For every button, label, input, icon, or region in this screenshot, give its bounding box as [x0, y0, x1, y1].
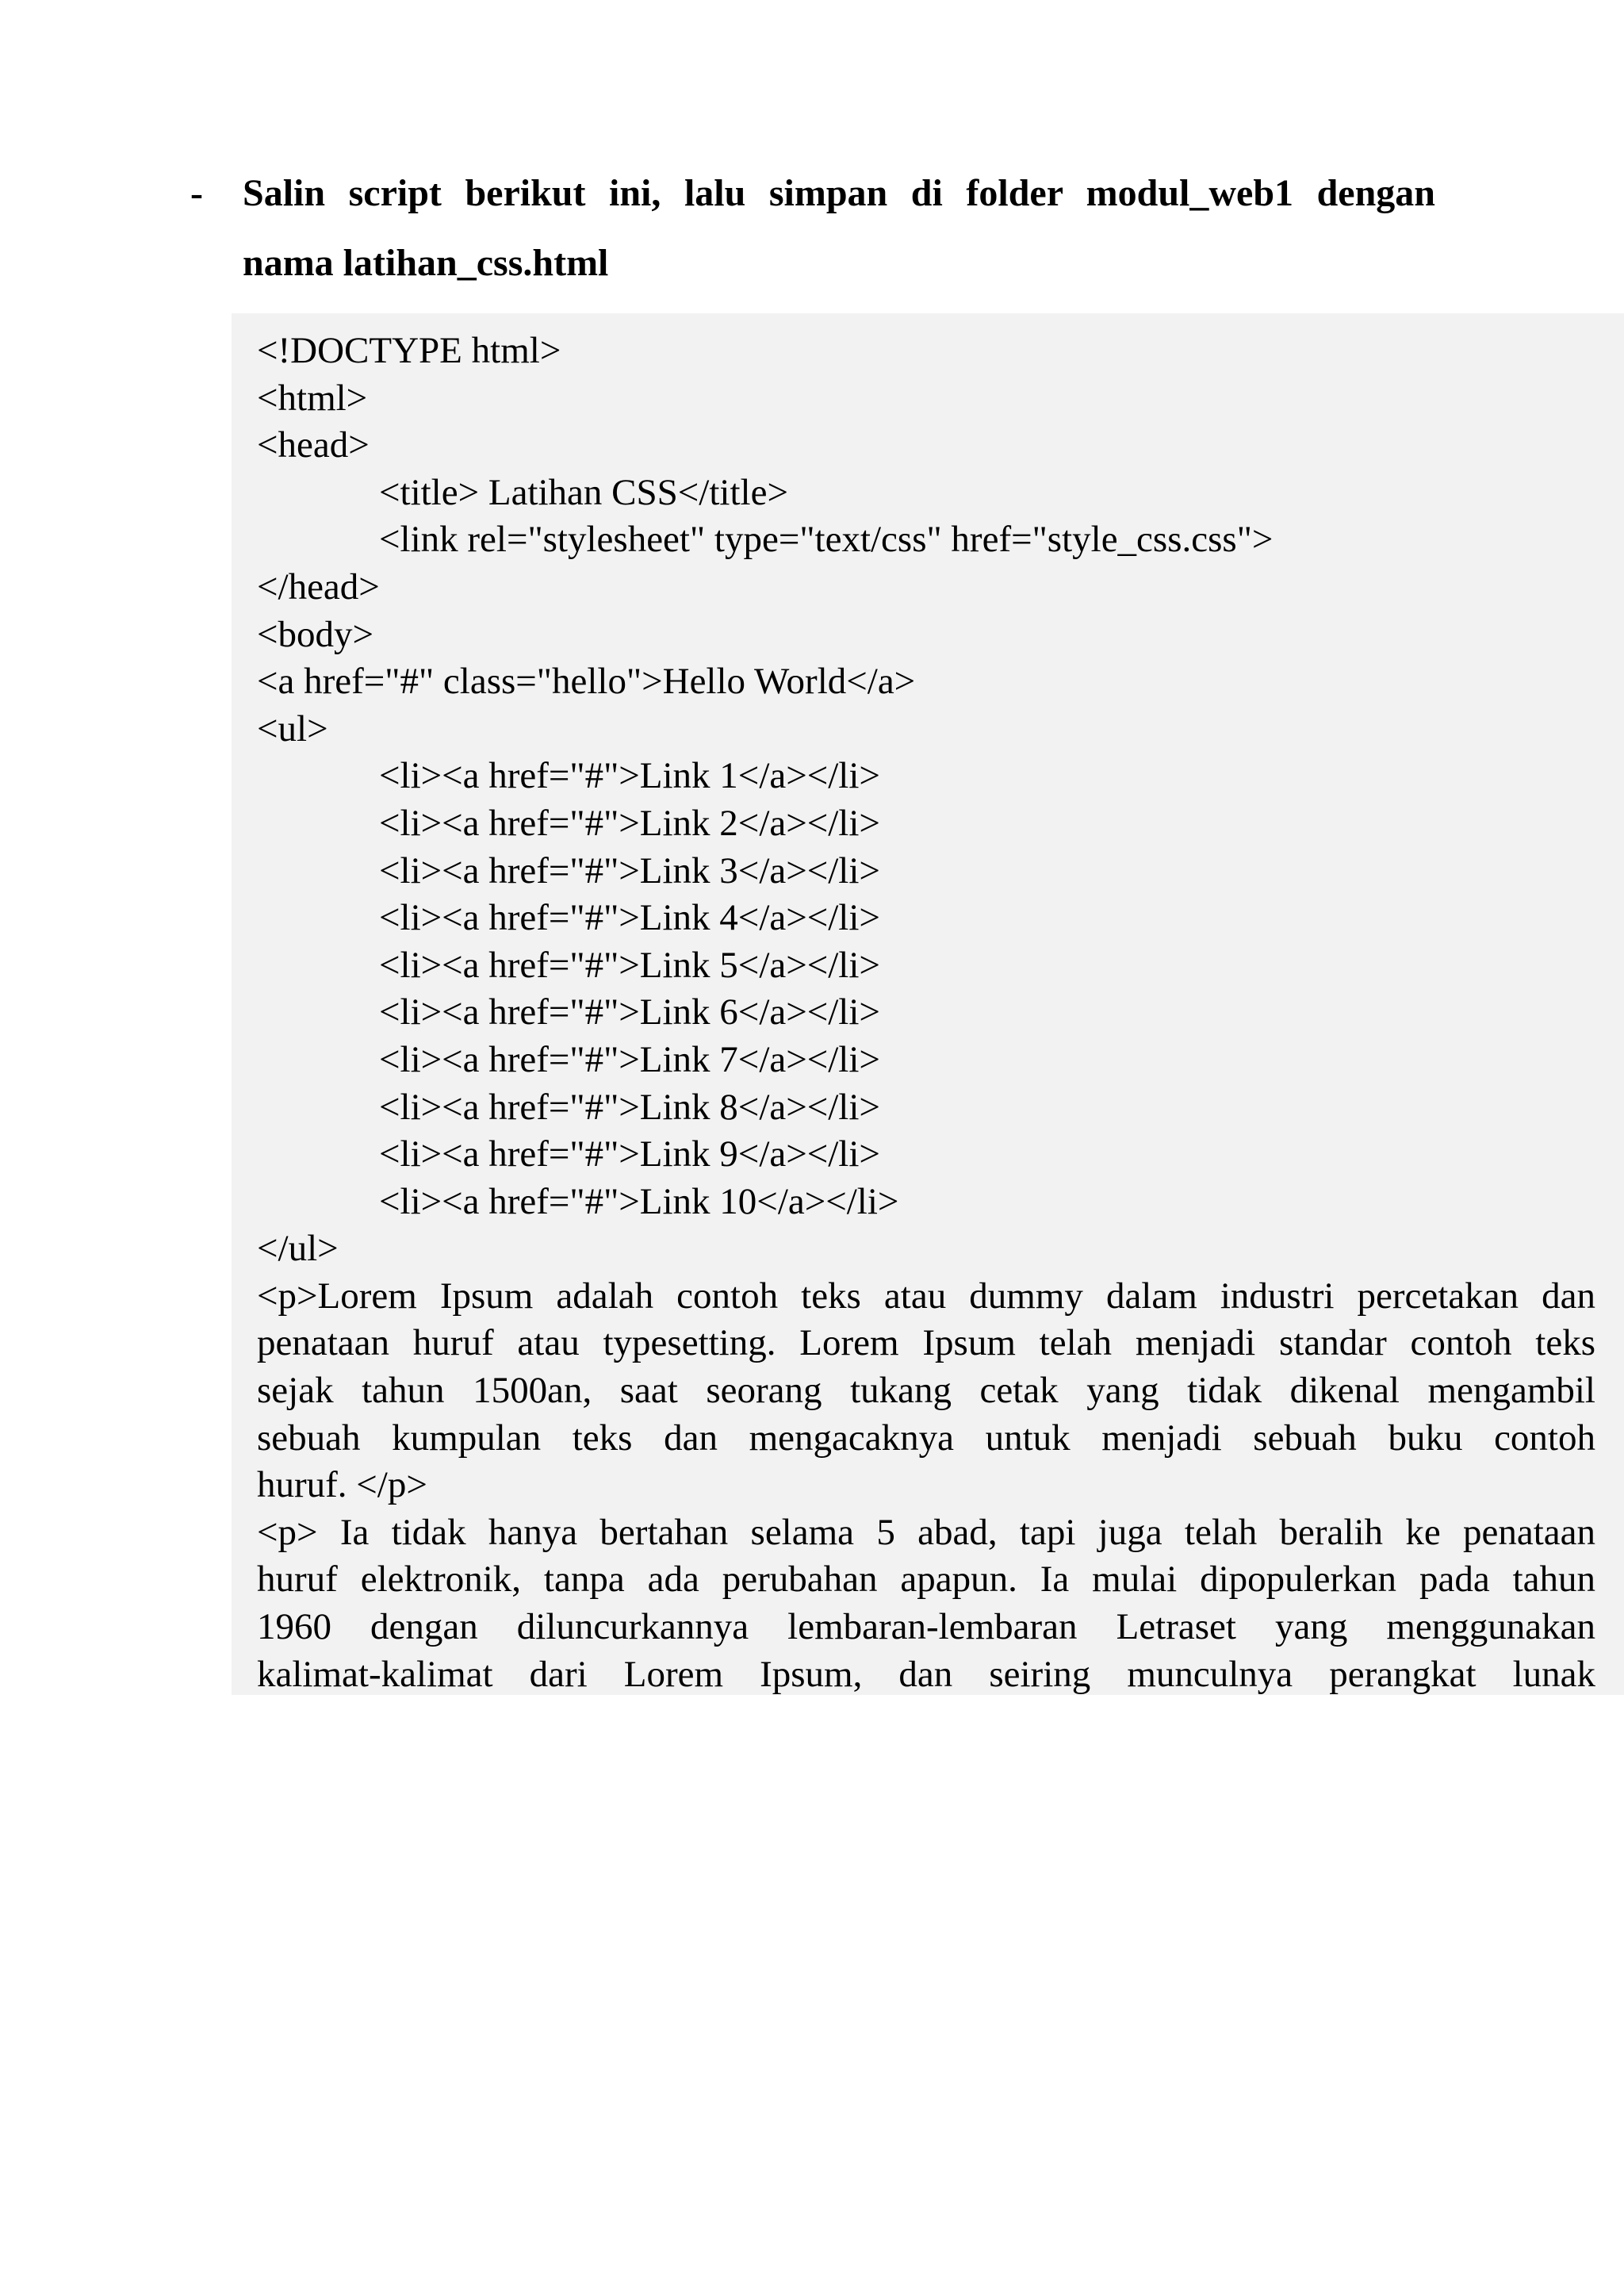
paragraph-1-line: <p>Lorem Ipsum adalah contoh teks atau dummy dalam industri percetakan dan	[257, 1275, 1595, 1317]
code-line: <li><a href="#">Link 1</a></li>	[379, 755, 880, 797]
code-line: <li><a href="#">Link 9</a></li>	[379, 1133, 880, 1175]
paragraph-2-line: kalimat-kalimat dari Lorem Ipsum, dan seiring munculnya perangkat lunak	[257, 1653, 1595, 1695]
code-listing	[257, 328, 1595, 1695]
bullet-dash: -	[190, 172, 203, 214]
code-line: <a href="#" class="hello">Hello World</a>	[257, 661, 916, 703]
instruction-text	[243, 159, 1435, 298]
code-line: <link rel="stylesheet" type="text/css" href="style_css.css">	[379, 519, 1274, 561]
paragraph-2-line: <p> Ia tidak hanya bertahan selama 5 abad, tapi juga telah beralih ke penataan	[257, 1511, 1595, 1553]
code-line: <html>	[257, 377, 368, 419]
paragraph-1-line: sejak tahun 1500an, saat seorang tukang cetak yang tidak dikenal mengambil	[257, 1370, 1595, 1412]
code-line: </ul>	[257, 1228, 339, 1270]
paragraph-1-line: penataan huruf atau typesetting. Lorem Ipsum telah menjadi standar contoh teks	[257, 1322, 1595, 1364]
code-line: <li><a href="#">Link 5</a></li>	[379, 944, 880, 986]
code-line: <body>	[257, 613, 374, 655]
code-line: <li><a href="#">Link 7</a></li>	[379, 1038, 880, 1080]
code-line: <!DOCTYPE html>	[257, 330, 561, 371]
code-line: <li><a href="#">Link 6</a></li>	[379, 991, 880, 1033]
code-line: <li><a href="#">Link 3</a></li>	[379, 849, 880, 892]
instruction-line-2: nama latihan_css.html	[243, 242, 609, 284]
code-line: <title> Latihan CSS</title>	[379, 471, 788, 513]
instruction-line-1: Salin script berikut ini, lalu simpan di folder modul_web1 dengan	[243, 172, 1435, 214]
code-line: <li><a href="#">Link 2</a></li>	[379, 802, 880, 844]
code-line: <head>	[257, 424, 370, 466]
paragraph-2-line: 1960 dengan diluncurkannya lembaran-lembaran Letraset yang menggunakan	[257, 1606, 1595, 1648]
code-line: <li><a href="#">Link 8</a></li>	[379, 1086, 880, 1128]
code-block	[232, 313, 1624, 1695]
code-line: <li><a href="#">Link 10</a></li>	[379, 1180, 899, 1222]
code-line: </head>	[257, 566, 380, 608]
paragraph-2-line: huruf elektronik, tanpa ada perubahan apapun. Ia mulai dipopulerkan pada tahun	[257, 1559, 1595, 1601]
code-line: <ul>	[257, 707, 328, 750]
code-line: <li><a href="#">Link 4</a></li>	[379, 897, 880, 939]
paragraph-1-line: sebuah kumpulan teks dan mengacaknya untuk menjadi sebuah buku contoh	[257, 1417, 1595, 1459]
paragraph-1-line: huruf. </p>	[257, 1464, 427, 1506]
